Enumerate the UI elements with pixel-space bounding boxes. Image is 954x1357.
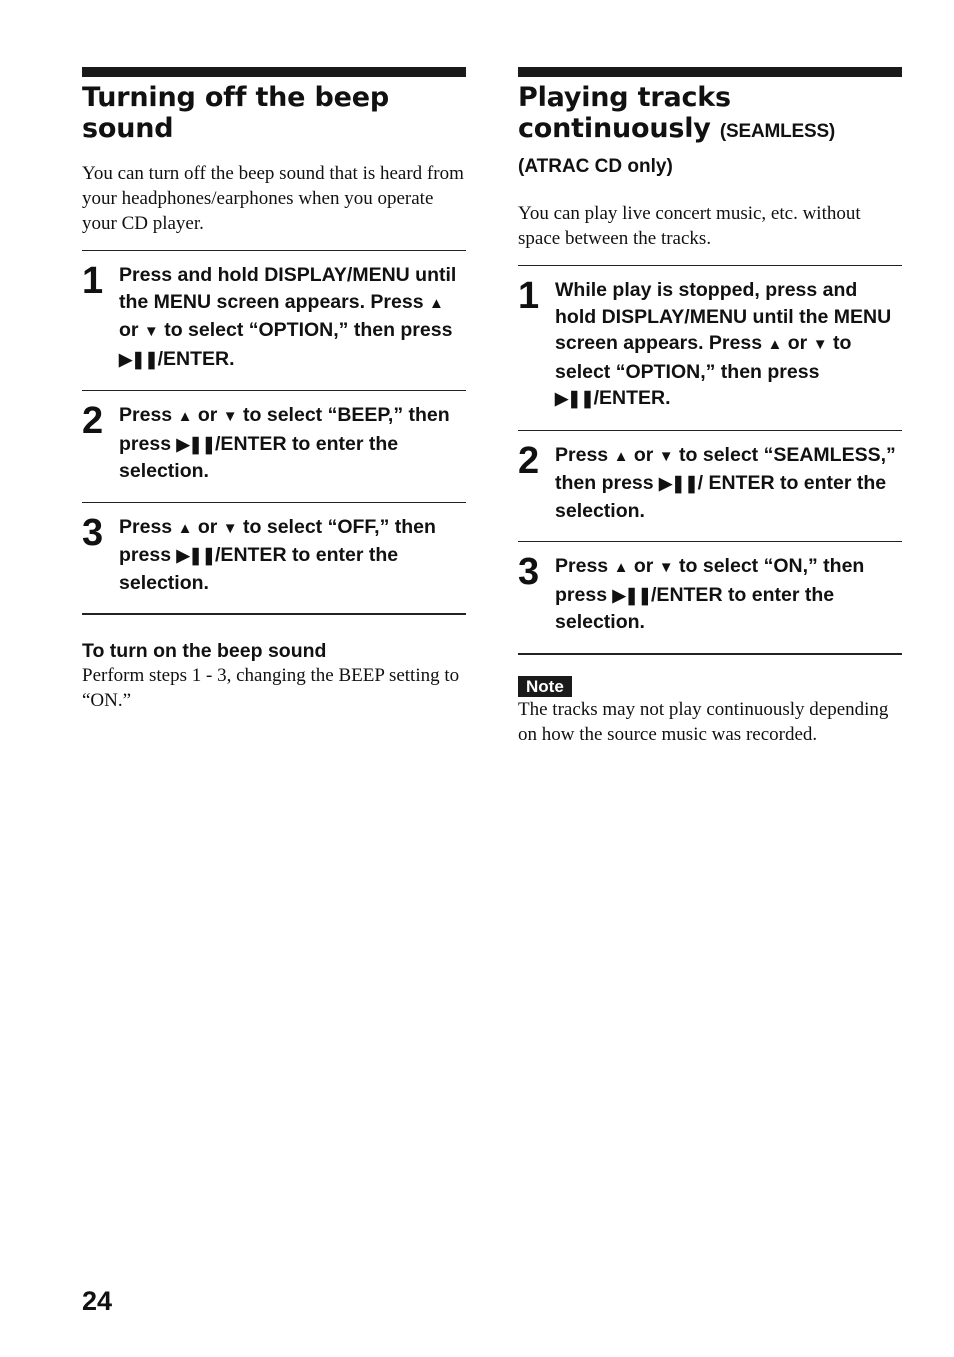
- step-number: 3: [518, 551, 540, 593]
- section-rule: [82, 67, 466, 77]
- section-rule: [518, 67, 902, 77]
- play-pause-icon: ▶❚❚: [176, 546, 216, 565]
- down-arrow-icon: ▼: [222, 519, 238, 537]
- step: [518, 430, 902, 542]
- play-pause-icon: ▶❚❚: [176, 434, 216, 454]
- right-column: [518, 67, 902, 747]
- step-text: Press and hold DISPLAY/MENU until the MENU screen appears. Press ▲ or ▼ to select “OPTION,” then press ▶❚❚/ENTER.: [119, 264, 457, 370]
- left-column: [82, 67, 466, 713]
- step-number: 1: [518, 275, 540, 317]
- play-pause-icon: ▶❚❚: [555, 389, 594, 408]
- section-title: Playing tracks continuously (SEAMLESS): [518, 82, 836, 144]
- up-arrow-icon: ▲: [613, 559, 629, 576]
- subheading: To turn on the beep sound: [82, 640, 327, 662]
- section-title-suffix: (SEAMLESS): [719, 121, 836, 142]
- play-pause-icon: ▶❚❚: [612, 585, 652, 605]
- step: [82, 390, 466, 502]
- step-text: While play is stopped, press and hold DISPLAY/MENU until the MENU screen appears. Press ▲ or ▼ to select “OPTION,” then press ▶❚❚/ENTER.: [555, 279, 892, 409]
- intro-text: You can play live concert music, etc. without space between the tracks.: [518, 203, 861, 249]
- step: [82, 502, 466, 614]
- section-title: Turning off the beep sound: [82, 82, 389, 144]
- down-arrow-icon: ▼: [658, 447, 674, 465]
- step-text: Press ▲ or ▼ to select “SEAMLESS,” then press ▶❚❚/ ENTER to enter the selection.: [555, 443, 896, 522]
- step-text: Press ▲ or ▼ to select “OFF,” then press ▶❚❚/ENTER to enter the selection.: [119, 515, 436, 594]
- step-number: 1: [82, 260, 104, 302]
- subheading-text: Perform steps 1 - 3, changing the BEEP setting to “ON.”: [82, 665, 460, 711]
- note-text: The tracks may not play continuously depending on how the source music was recorded.: [518, 698, 889, 745]
- section-subtitle: (ATRAC CD only): [518, 156, 673, 177]
- up-arrow-icon: ▲: [428, 294, 444, 312]
- step: [518, 541, 902, 653]
- step: [82, 251, 466, 390]
- down-arrow-icon: ▼: [658, 559, 674, 576]
- up-arrow-icon: ▲: [613, 447, 629, 465]
- note-label: Note: [518, 676, 572, 697]
- down-arrow-icon: ▼: [222, 408, 238, 425]
- step-number: 2: [82, 400, 104, 442]
- down-arrow-icon: ▼: [812, 336, 828, 353]
- up-arrow-icon: ▲: [177, 519, 193, 537]
- step-text: Press ▲ or ▼ to select “ON,” then press ▶❚❚/ENTER to enter the selection.: [555, 555, 865, 633]
- intro-text: You can turn off the beep sound that is heard from your headphones/earphones when you operate your CD player.: [82, 163, 464, 234]
- steps-list: [518, 265, 902, 655]
- down-arrow-icon: ▼: [143, 323, 159, 340]
- step-number: 3: [82, 511, 104, 554]
- page-number: 24: [82, 1286, 113, 1316]
- up-arrow-icon: ▲: [177, 408, 193, 425]
- up-arrow-icon: ▲: [767, 336, 783, 353]
- step-number: 2: [518, 439, 540, 482]
- step-text: Press ▲ or ▼ to select “BEEP,” then press ▶❚❚/ENTER to enter the selection.: [119, 404, 450, 482]
- play-pause-icon: ▶❚❚: [659, 474, 698, 493]
- play-pause-icon: ▶❚❚: [119, 349, 158, 369]
- step: [518, 266, 902, 430]
- steps-list: [82, 250, 466, 615]
